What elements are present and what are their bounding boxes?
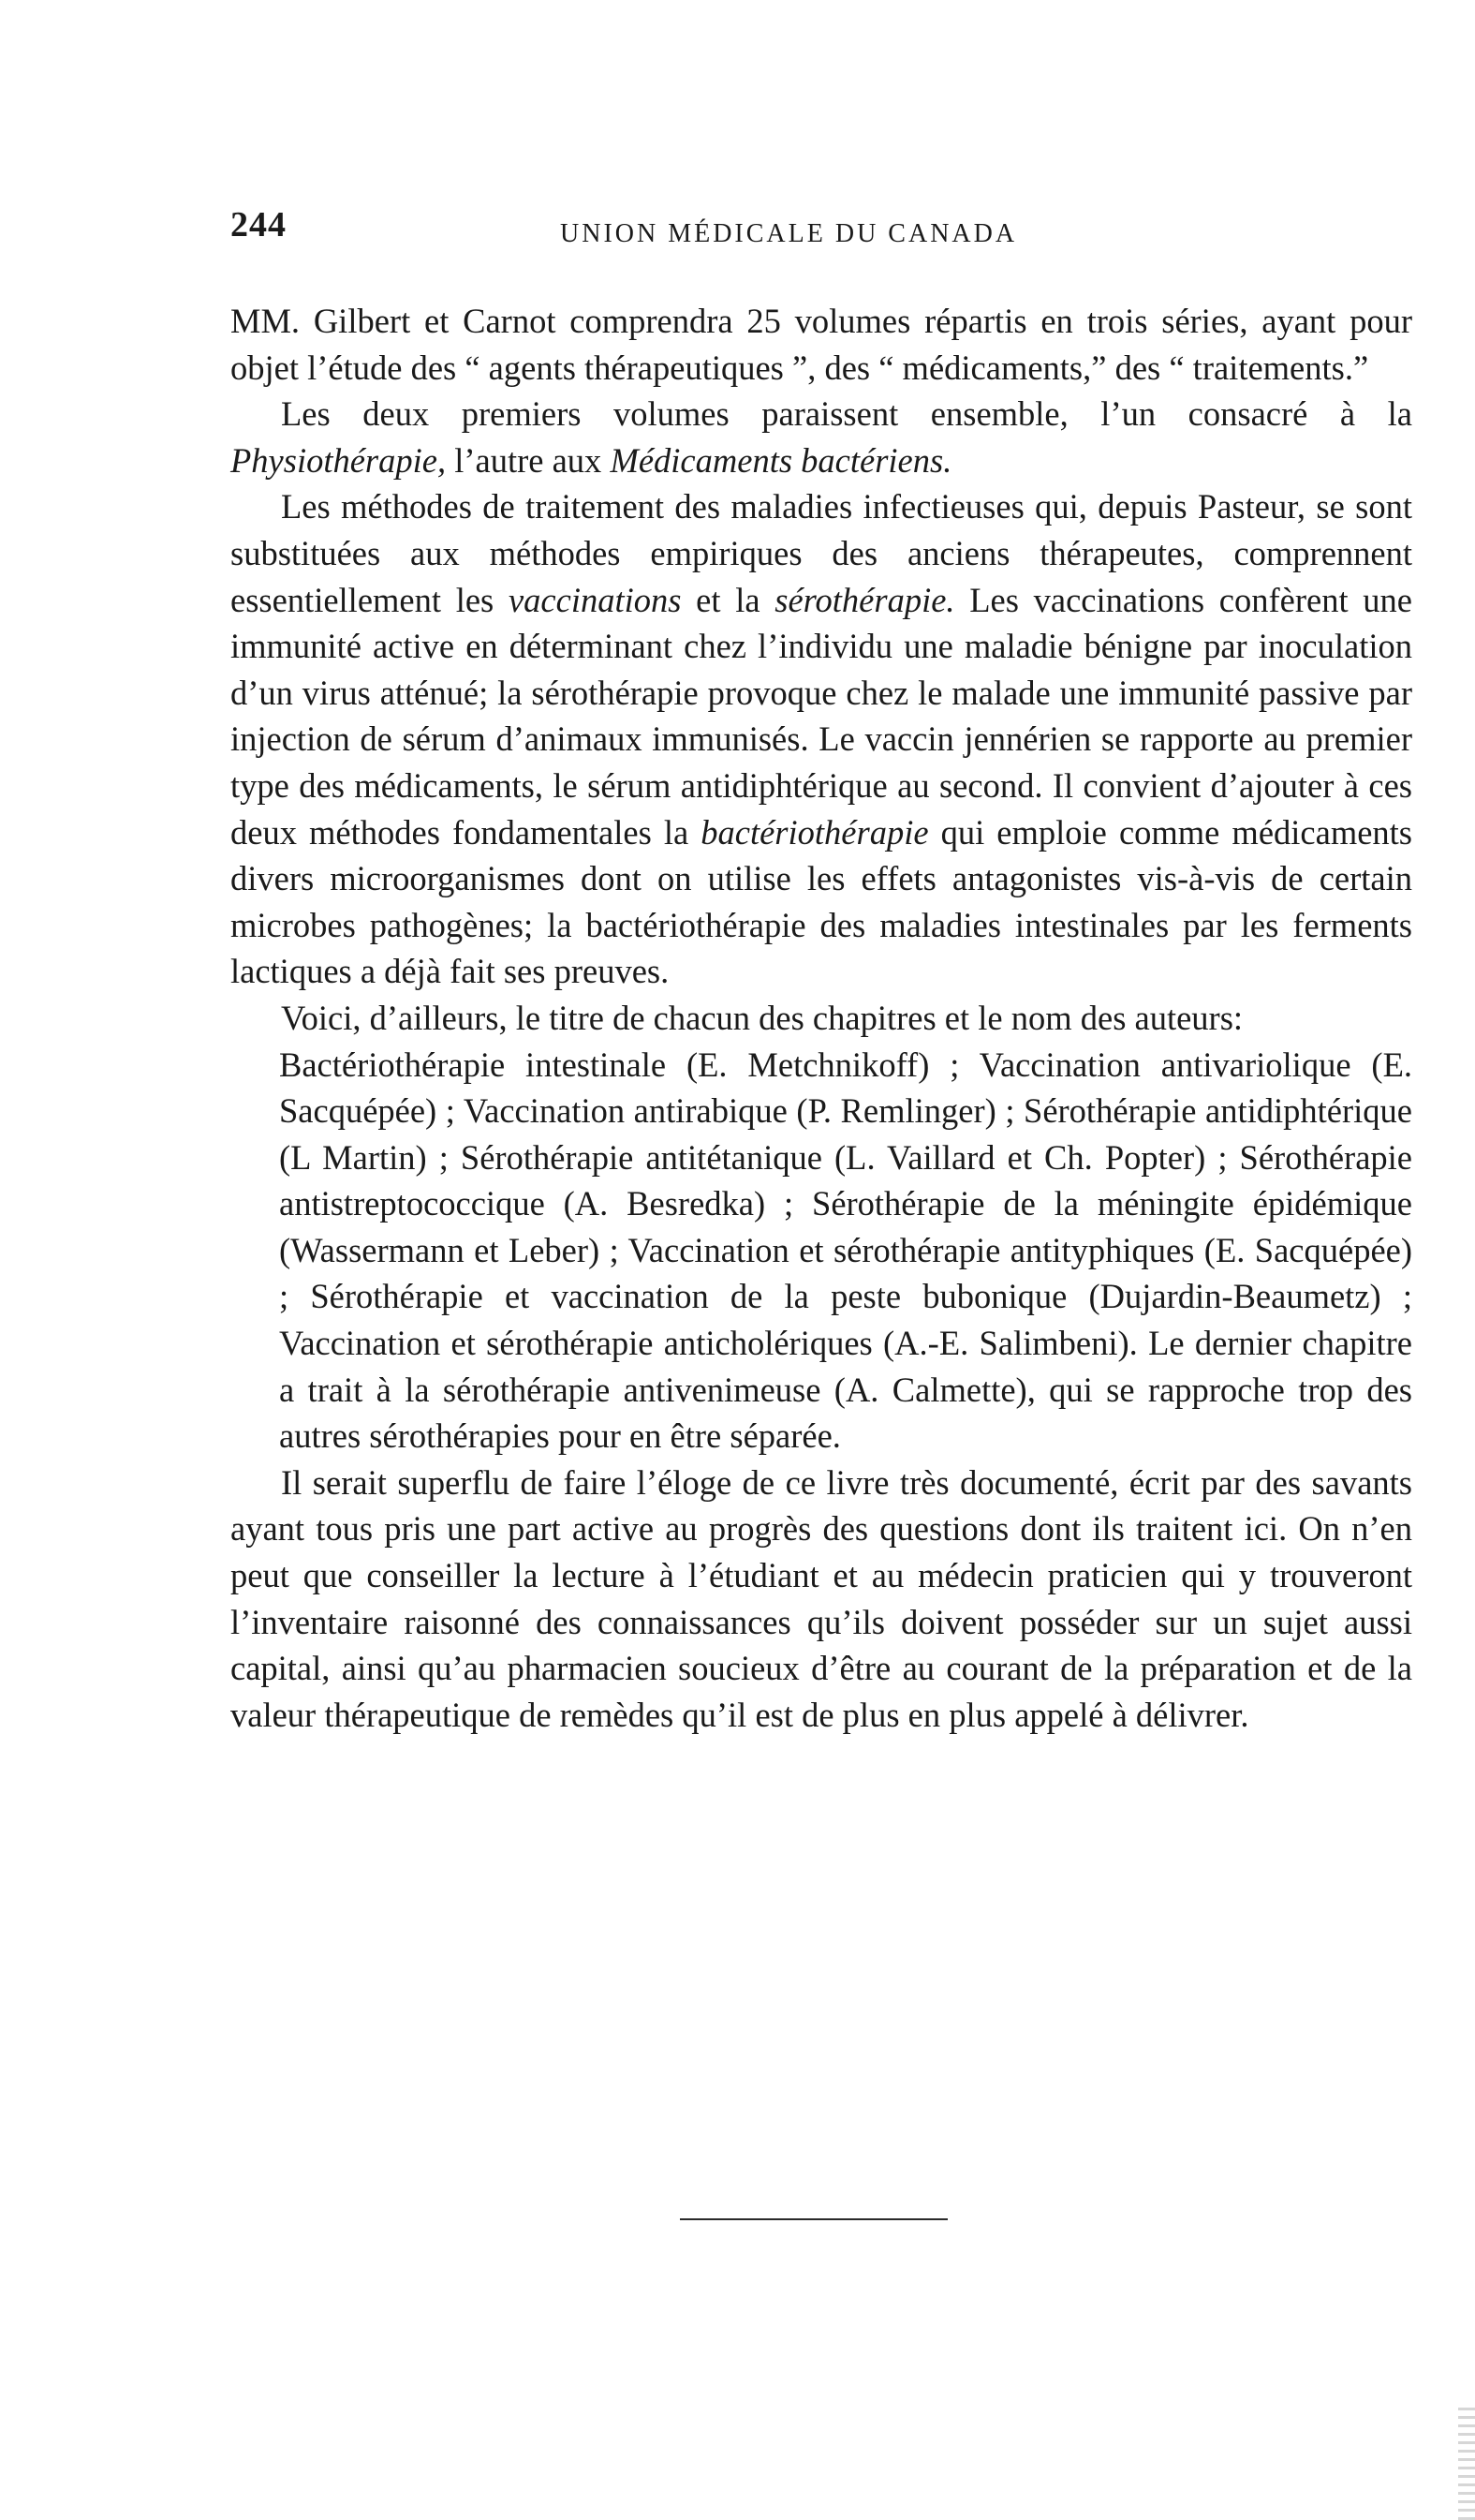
paragraph-intro: MM. Gilbert et Carnot comprendra 25 volumes répartis en trois séries, ayant pour objet l’étude des “ agents thérapeutiques ”, des “ médicaments,” des “ traitements.”: [230, 302, 1412, 387]
paragraph-methods-text-d: qui emploie comme médicaments divers microorganismes dont on utilise les effets antagonistes vis-à-vis de certain microbes pathogènes; la bactériothérapie des maladies intestinales par les ferments lactiques a déjà fait ses preuves.: [230, 812, 1413, 991]
italic-serotherapie: sérothérapie.: [774, 580, 955, 619]
italic-physiotherapie: Physiothérapie,: [230, 440, 447, 480]
paragraph-volumes-text-b: l’autre aux: [446, 440, 611, 480]
paragraph-methods: [230, 483, 1412, 995]
paragraph-volumes-text-a: Les deux premiers volumes paraissent ensemble, l’un consacré à la: [281, 394, 1412, 434]
paragraph-chapters-intro: Voici, d’ailleurs, le titre de chacun des chapitres et le nom des auteurs:: [281, 998, 1244, 1037]
running-head: UNION MÉDICALE DU CANADA: [560, 219, 1018, 248]
paragraph-methods-text-b: et la: [681, 580, 775, 619]
italic-vaccinations: vaccinations: [508, 580, 682, 619]
paragraph-conclusion: Il serait superflu de faire l’éloge de ce livre très documenté, écrit par des savants ayant tous pris une part active au progrès des questions dont ils traitent ici. On n’en peut que conseiller la lecture à l’étudiant et au médecin praticien qui y trouveront l’inventaire raisonné des connaissances qu’ils doivent posséder sur un sujet aussi capital, ainsi qu’au pharmacien soucieux d’être au courant de la préparation et de la valeur thérapeutique de remèdes qu’il est de plus en plus appelé à délivrer.: [230, 1462, 1412, 1734]
page-number: 244: [230, 205, 287, 245]
page-header: [230, 204, 1420, 260]
paragraph-methods-text-c: Les vaccinations confèrent une immunité active en déterminant chez l’individu une maladie bénigne par inoculation d’un virus atténué; la sérothérapie provoque chez le malade une immunité passive par injection de sérum d’animaux immunisés. Le vaccin jennérien se rapporte au premier type des médicaments, le sérum antidiphtérique au second. Il convient d’ajouter à ces deux méthodes fondamentales la: [230, 580, 1412, 852]
paragraph-volumes: [230, 391, 1412, 483]
scan-edge-artifact: [1458, 2408, 1475, 2520]
paragraph-methods-text-a: Les méthodes de traitement des maladies infectieuses qui, depuis Pasteur, se sont substituées aux méthodes empiriques des anciens thérapeutes, comprennent essentiellement les: [230, 487, 1412, 619]
article-body: [230, 298, 1412, 1738]
paragraph-chapters-list: Bactériothérapie intestinale (E. Metchnikoff) ; Vaccination antivariolique (E. Sacquépée) ; Vaccination antirabique (P. Remlinger) ; Sérothérapie antidiphtérique (L Martin) ; Sérothérapie antitétanique (L. Vaillard et Ch. Popter) ; Sérothérapie antistreptococcique (A. Besredka) ; Sérothérapie de la méningite épidémique (Wassermann et Leber) ; Vaccination et sérothérapie antityphiques (E. Sacquépée) ; Sérothérapie et vaccination de la peste bubonique (Dujardin-Beaumetz) ; Vaccination et sérothérapie anticholériques (A.-E. Salimbeni). Le dernier chapitre a trait à la sérothérapie antivenimeuse (A. Calmette), qui se rapproche trop des autres sérothérapies pour en être séparée.: [279, 1045, 1412, 1456]
italic-bacteriotherapie: bactériothérapie: [701, 812, 929, 852]
italic-medicaments-bacteriens: Médicaments bactériens.: [610, 440, 952, 480]
section-divider: [680, 2218, 948, 2220]
